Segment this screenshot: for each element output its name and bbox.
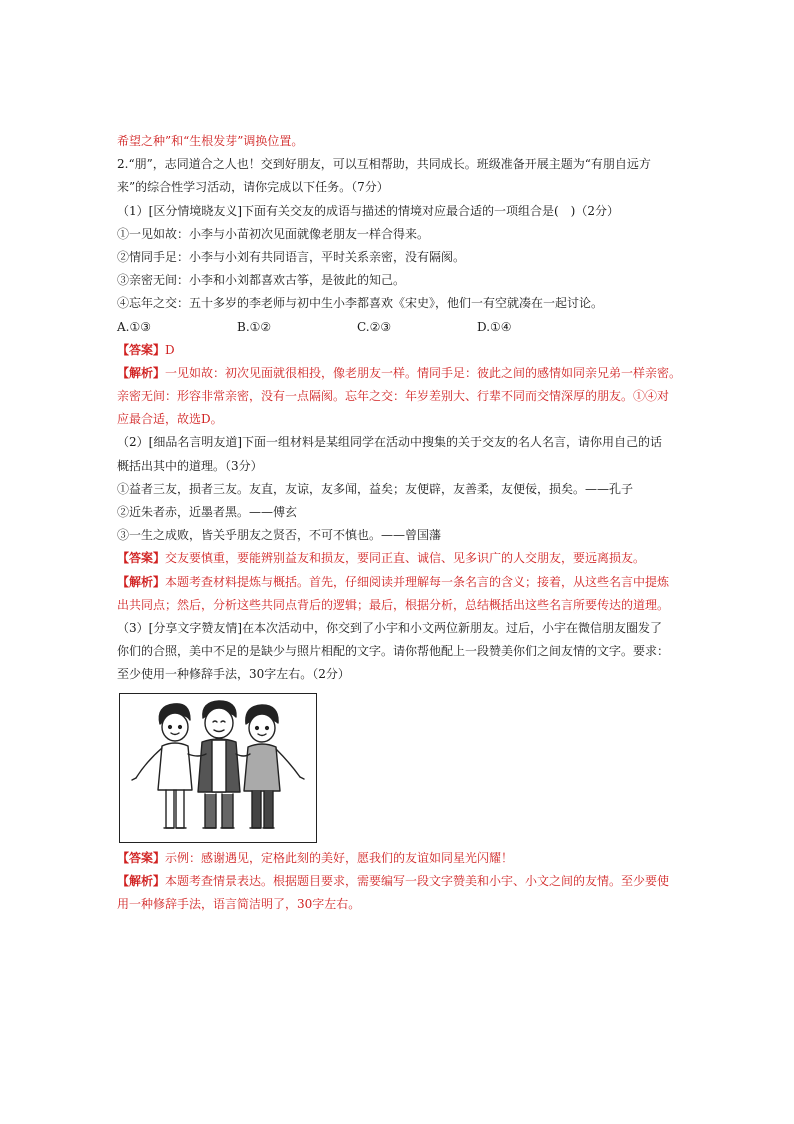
option-c: C.②③ — [357, 319, 392, 334]
subquestion-3-requirement: 至少使用一种修辞手法，30字左右。（2分） — [117, 667, 350, 682]
quote-1: ①益者三友，损者三友。友直，友谅，友多闻，益矣；友便辟，友善柔，友便佞，损矣。——孔子 — [117, 481, 634, 496]
quote-2: ②近朱者赤，近墨者黑。——傅玄 — [117, 505, 298, 519]
answer-label: 【答案】 — [117, 850, 166, 865]
explanation-text: 本题考查情景表达。根据题目要求，需要编写一段文字赞美和小宇、小文之间的友情。至少要使 — [165, 873, 670, 888]
explanation-label: 【解析】 — [117, 365, 166, 380]
option-a: A.①③ — [117, 319, 151, 334]
subquestion-1-prompt: （1）[区分情境晓友义]下面有关交友的成语与描述的情境对应最合适的一项组合是( )（2分） — [117, 203, 619, 218]
subquestion-3-prompt: （3）[分享文字赞友情]在本次活动中，你交到了小宇和小文两位新朋友。过后，小宇在微信朋友圈发了 — [117, 620, 663, 635]
option-d: D.①④ — [477, 319, 512, 334]
explanation-3 — [117, 870, 687, 893]
option-b: B.①② — [237, 319, 272, 334]
idiom-item-4: ④忘年之交：五十多岁的李老师与初中生小李都喜欢《宋史》，他们一有空就凑在一起讨论。 — [117, 296, 604, 311]
explanation-3-cont: 用一种修辞手法，语言简洁明了，30字左右。 — [117, 896, 361, 911]
quote-3: ③一生之成败，皆关乎朋友之贤否，不可不慎也。——曾国藩 — [117, 528, 442, 543]
answer-1 — [117, 339, 687, 362]
idiom-item-1: ①一见如故：小李与小苗初次见面就像老朋友一样合得来。 — [117, 226, 430, 241]
explanation-1-end: 应最合适，故选D。 — [117, 412, 223, 427]
subquestion-2-prompt-cont: 概括出其中的道理。（3分） — [117, 458, 263, 473]
explanation-1-cont: 亲密无间：形容非常亲密，没有一点隔阂。忘年之交：年岁差别大、行辈不同而交情深厚的朋友。①④对 — [117, 389, 670, 404]
idiom-item-3: ③亲密无间：小李和小刘都喜欢古筝，是彼此的知己。 — [117, 273, 406, 288]
subquestion-2-prompt: （2）[细品名言明友道]下面一组材料是某组同学在活动中搜集的关于交友的名人名言，请你用自己的话 — [117, 435, 663, 450]
choice-options — [117, 316, 687, 339]
document-content — [117, 130, 687, 916]
answer-text: 交友要慎重，要能辨别益友和损友，要同正直、诚信、见多识广的人交朋友，要远离损友。 — [165, 551, 646, 566]
explanation-label: 【解析】 — [117, 574, 166, 589]
subquestion-3-prompt-cont: 你们的合照，美中不足的是缺少与照片相配的文字。请你帮他配上一段赞美你们之间友情的文字。要求： — [117, 644, 670, 659]
answer-3 — [117, 847, 687, 870]
answer-text: 示例：感谢遇见，定格此刻的美好，愿我们的友谊如同星光闪耀！ — [165, 850, 514, 865]
explanation-2-cont: 出共同点；然后，分析这些共同点背后的逻辑；最后，根据分析，总结概括出这些名言所要传达的道理。 — [117, 597, 670, 612]
explanation-1 — [117, 362, 687, 385]
idiom-item-2: ②情同手足：小李与小刘有共同语言，平时关系亲密，没有隔阂。 — [117, 249, 466, 264]
answer-text: D — [165, 342, 175, 357]
explanation-label: 【解析】 — [117, 873, 166, 888]
answer-label: 【答案】 — [117, 551, 166, 566]
friends-photo-illustration — [119, 693, 317, 843]
explanation-text: 一见如故：初次见面就很相投，像老朋友一样。情同手足：彼此之间的感情如同亲兄弟一样亲密。 — [165, 365, 682, 380]
three-friends-icon — [120, 694, 316, 842]
answer-continuation: 希望之种”和“生根发芽”调换位置。 — [117, 134, 304, 148]
explanation-2 — [117, 571, 687, 594]
explanation-text: 本题考查材料提炼与概括。首先，仔细阅读并理解每一条名言的含义；接着，从这些名言中提炼 — [165, 574, 670, 589]
question-2-intro-cont: 来”的综合性学习活动，请你完成以下任务。（7分） — [117, 180, 389, 195]
answer-label: 【答案】 — [117, 342, 166, 357]
question-2-intro: 2.“朋”，志同道合之人也！交到好朋友，可以互相帮助，共同成长。班级准备开展主题为“有朋自远方 — [117, 157, 651, 172]
answer-2 — [117, 547, 687, 570]
